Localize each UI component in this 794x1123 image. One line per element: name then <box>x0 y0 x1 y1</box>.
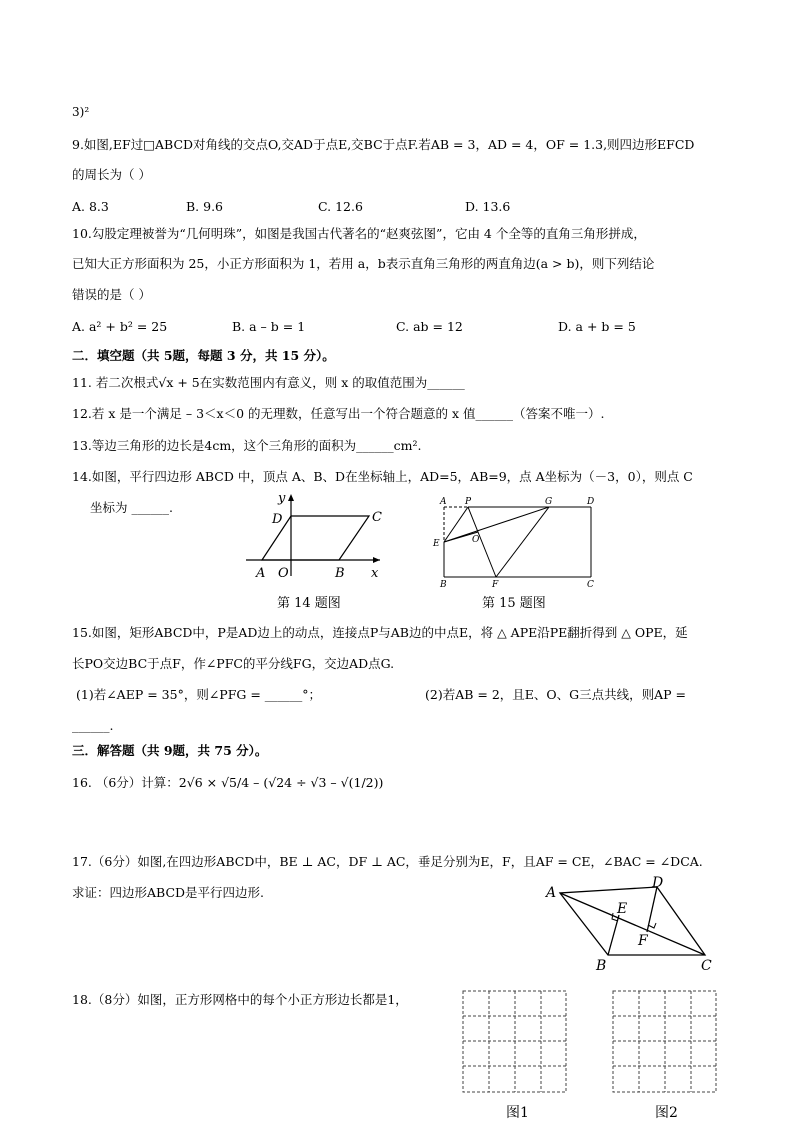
q9-stem-2: 的周长为（ ） <box>72 167 151 182</box>
line-0: 3)² <box>72 105 90 119</box>
q9-option-b: B. 9.6 <box>186 199 224 214</box>
q10-stem-3: 错误的是（ ） <box>72 287 151 302</box>
q14-stem-2: 坐标为 ______. <box>90 500 173 515</box>
fig17-label-d: D <box>652 875 664 891</box>
fig15-label-f: F <box>492 580 499 590</box>
figure-18-caption-1: 图1 <box>506 1105 529 1121</box>
q15-stem: 15.如图，矩形ABCD中，P是AD边上的动点，连接点P与AB边的中点E，将 △ APE沿PE翻折得到 △ OPE，延 <box>72 625 688 640</box>
q10-option-c: C. ab = 12 <box>396 319 463 334</box>
fig15-label-b: B <box>440 580 447 590</box>
section-3-heading: 三．解答题（共 9题，共 75 分）。 <box>72 743 268 758</box>
fig15-label-d: D <box>587 497 595 507</box>
fig14-label-c: C <box>372 510 382 525</box>
q11: 11. 若二次根式√x + 5在实数范围内有意义，则 x 的取值范围为______ <box>72 375 465 390</box>
fig14-label-a: A <box>256 566 266 581</box>
q17-stem: 17.（6分）如图,在四边形ABCD中，BE ⊥ AC，DF ⊥ AC，垂足分别为E，F，且AF = CE，∠BAC = ∠DCA. <box>72 854 703 869</box>
figure-15 <box>428 494 603 590</box>
q10-option-d: D. a + b = 5 <box>558 319 636 334</box>
figure-17 <box>540 873 720 973</box>
q16: 16. （6分）计算：2√6 × √5/4 – (√24 ÷ √3 – √(1/2)) <box>72 775 384 790</box>
fig15-label-a: A <box>440 497 447 507</box>
figure-14-caption: 第 14 题图 <box>277 596 341 611</box>
q18-stem: 18.（8分）如图，正方形网格中的每个小正方形边长都是1， <box>72 992 408 1007</box>
fig15-label-o: O <box>472 535 480 545</box>
fig14-label-o: O <box>278 566 289 581</box>
fig14-label-y: y <box>278 491 286 506</box>
fig15-label-c: C <box>587 580 594 590</box>
fig17-label-a: A <box>546 885 557 901</box>
fig15-label-g: G <box>545 497 553 507</box>
q9-option-d: D. 13.6 <box>465 199 511 214</box>
fig17-label-b: B <box>596 958 607 973</box>
figure-18-grid-2 <box>612 990 718 1094</box>
figure-15-caption: 第 15 题图 <box>482 596 546 611</box>
q10-stem: 10.勾股定理被誉为“几何明珠”，如图是我国古代著名的“赵爽弦图”，它由 4 个全等的直角三角形拼成， <box>72 226 646 241</box>
fig14-label-d: D <box>272 512 283 527</box>
fig14-label-x: x <box>371 566 379 581</box>
q12: 12.若 x 是一个满足 – 3＜x＜0 的无理数，任意写出一个符合题意的 x 值______（答案不唯一）. <box>72 406 605 421</box>
section-2-heading: 二．填空题（共 5题，每题 3 分，共 15 分）。 <box>72 348 335 363</box>
figure-18-grid-1 <box>462 990 568 1094</box>
q17-stem-2: 求证：四边形ABCD是平行四边形. <box>72 885 265 900</box>
q9-stem: 9.如图,EF过□ABCD对角线的交点O,交AD于点E,交BC于点F.若AB = 3，AD = 4，OF = 1.3,则四边形EFCD <box>72 137 695 152</box>
figure-18-caption-2: 图2 <box>655 1105 678 1121</box>
q15-answer-blank: ______. <box>72 718 114 733</box>
q10-stem-2: 已知大正方形面积为 25，小正方形面积为 1，若用 a，b表示直角三角形的两直角边(a > b)，则下列结论 <box>72 256 655 271</box>
q9-option-c: C. 12.6 <box>318 199 363 214</box>
q13: 13.等边三角形的边长是4cm，这个三角形的面积为______cm². <box>72 438 422 453</box>
q15-stem-2: 长PO交边BC于点F，作∠PFC的平分线FG，交边AD点G. <box>72 656 395 671</box>
q15-part-2: (2)若AB = 2，且E、O、G三点共线，则AP = <box>425 687 687 702</box>
fig15-label-p: P <box>465 497 472 507</box>
figure-14 <box>242 488 392 583</box>
q9-option-a: A. 8.3 <box>72 199 109 214</box>
q14-stem: 14.如图，平行四边形 ABCD 中，顶点 A、B、D在坐标轴上，AD=5，AB=9，点 A坐标为（－3，0），则点 C <box>72 469 693 484</box>
fig15-label-e: E <box>433 539 440 549</box>
fig17-label-c: C <box>701 958 712 973</box>
q10-option-b: B. a – b = 1 <box>232 319 306 334</box>
fig17-label-f: F <box>638 933 648 949</box>
fig17-label-e: E <box>617 901 628 917</box>
q10-option-a: A. a² + b² = 25 <box>72 319 168 334</box>
fig14-label-b: B <box>335 566 345 581</box>
q15-part-1: (1)若∠AEP = 35°，则∠PFG = ______°； <box>76 687 322 702</box>
